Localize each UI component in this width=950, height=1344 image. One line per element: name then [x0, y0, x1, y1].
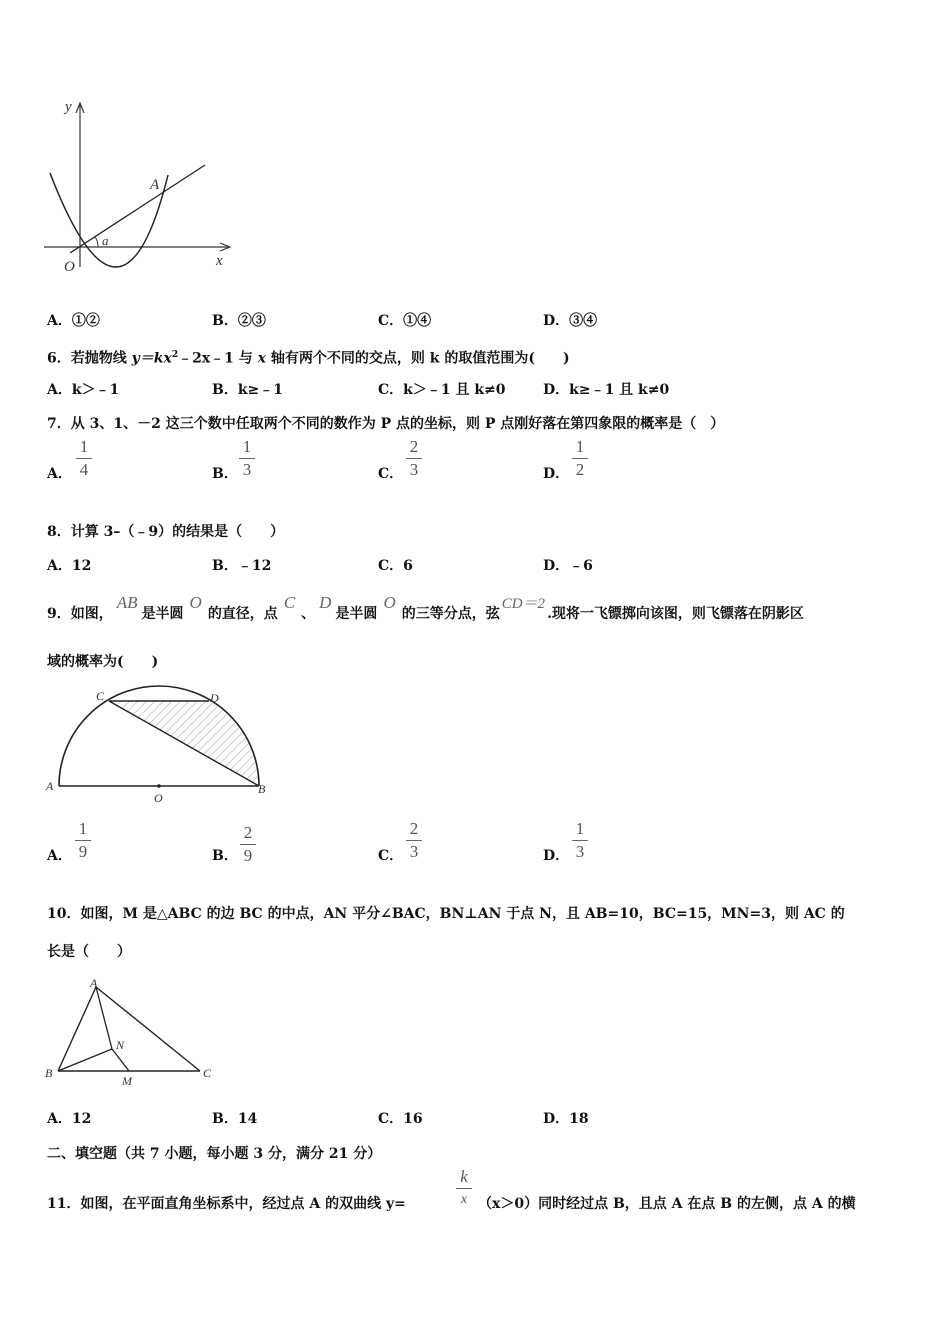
q7-option-c-letter[interactable]: C．	[378, 466, 404, 482]
q5-option-b[interactable]: B．②③	[212, 313, 266, 329]
q9-label-d: D	[210, 691, 219, 705]
q8-option-d[interactable]: D．﹣6	[543, 558, 593, 574]
q6-option-d[interactable]: D．k≥﹣1 且 k≠0	[543, 382, 670, 398]
q11-stem-post: （x＞0）同时经过点 B，且点 A 在点 B 的左侧，点 A 的横	[478, 1196, 856, 1212]
q10-label-b: B	[45, 1066, 53, 1080]
q11-stem-pre: 11．如图，在平面直角坐标系中，经过点 A 的双曲线 y=	[47, 1196, 406, 1212]
q5-graph	[40, 95, 240, 275]
q6-option-c[interactable]: C．k＞﹣1 且 k≠0	[378, 382, 506, 398]
q6-option-b[interactable]: B．k≥﹣1	[212, 382, 284, 398]
q10-triangle-figure	[40, 975, 220, 1090]
q8-stem: 8．计算 3–（﹣9）的结果是（ ）	[47, 524, 285, 540]
q10-label-n: N	[116, 1038, 125, 1052]
section-2-heading: 二、填空题（共 7 小题，每小题 3 分，满分 21 分）	[47, 1146, 382, 1162]
q9-option-a-fraction[interactable]: 1 9	[75, 819, 91, 862]
q5-origin-label: O	[64, 259, 75, 275]
q7-option-b-fraction[interactable]: 1 3	[239, 437, 255, 480]
q9-stem-line1: 9．如图，AB是半圆O的直径，点C、D是半圆O的三等分点，弦CD＝2.现将一飞镖掷向该图，则飞镖落在阴影区	[47, 593, 804, 622]
q9-stem-line2: 域的概率为( )	[47, 654, 159, 670]
q5-y-label: y	[65, 99, 72, 115]
q5-option-a[interactable]: A．①②	[47, 313, 100, 329]
q5-option-d[interactable]: D．③④	[543, 313, 598, 329]
q6-stem: 6．若抛物线 $y=kx^2﹣2x﹣1$ 与 x 轴有两个不同的交点，则 k 的取值范围为( )	[47, 350, 570, 367]
q7-option-c-fraction[interactable]: 2 3	[406, 437, 422, 480]
q10-option-b[interactable]: B．14	[212, 1111, 258, 1127]
q6-option-a[interactable]: A．k＞﹣1	[47, 382, 120, 398]
q5-point-a-label: A	[150, 177, 160, 193]
q9-option-a-letter[interactable]: A．	[47, 848, 72, 864]
q9-option-c-letter[interactable]: C．	[378, 848, 404, 864]
q8-option-b[interactable]: B．﹣12	[212, 558, 272, 574]
q7-option-d-fraction[interactable]: 1 2	[572, 437, 588, 480]
q7-option-a-fraction[interactable]: 1 4	[76, 437, 92, 480]
q7-stem: 7．从 3、1、－2 这三个数中任取两个不同的数作为 P 点的坐标，则 P 点刚好落在第四象限的概率是（ ）	[47, 416, 725, 432]
q9-option-b-letter[interactable]: B．	[212, 848, 238, 864]
q9-option-d-fraction[interactable]: 1 3	[572, 819, 588, 862]
q7-option-d-letter[interactable]: D．	[543, 466, 570, 482]
q10-option-a[interactable]: A．12	[47, 1111, 92, 1127]
q9-option-c-fraction[interactable]: 2 3	[406, 819, 422, 862]
q5-x-label: x	[216, 253, 223, 269]
q10-label-a: A	[90, 976, 98, 990]
q10-stem-line1: 10．如图，M 是△ABC 的边 BC 的中点，AN 平分∠BAC，BN⊥AN 于点 N，且 AB=10，BC=15，MN=3，则 AC 的	[47, 906, 845, 922]
q10-label-m: M	[122, 1074, 132, 1088]
q10-option-d[interactable]: D．18	[543, 1111, 589, 1127]
q9-option-b-fraction[interactable]: 2 9	[240, 823, 256, 866]
q7-option-a-letter[interactable]: A．	[47, 466, 72, 482]
q8-option-c[interactable]: C．6	[378, 558, 413, 574]
q10-option-c[interactable]: C．16	[378, 1111, 423, 1127]
q9-label-a: A	[46, 779, 54, 793]
q10-label-c: C	[203, 1066, 212, 1080]
q9-label-b: B	[258, 782, 266, 796]
q5-angle-label: a	[102, 233, 109, 248]
q9-label-o: O	[154, 791, 163, 805]
q9-label-c: C	[96, 689, 105, 703]
q11-fraction: k x	[456, 1167, 472, 1210]
q7-option-b-letter[interactable]: B．	[212, 466, 238, 482]
q10-stem-line2: 长是（ ）	[47, 944, 131, 960]
q8-option-a[interactable]: A．12	[47, 558, 92, 574]
q9-option-d-letter[interactable]: D．	[543, 848, 570, 864]
q5-option-c[interactable]: C．①④	[378, 313, 432, 329]
q9-semicircle-figure	[40, 680, 280, 808]
